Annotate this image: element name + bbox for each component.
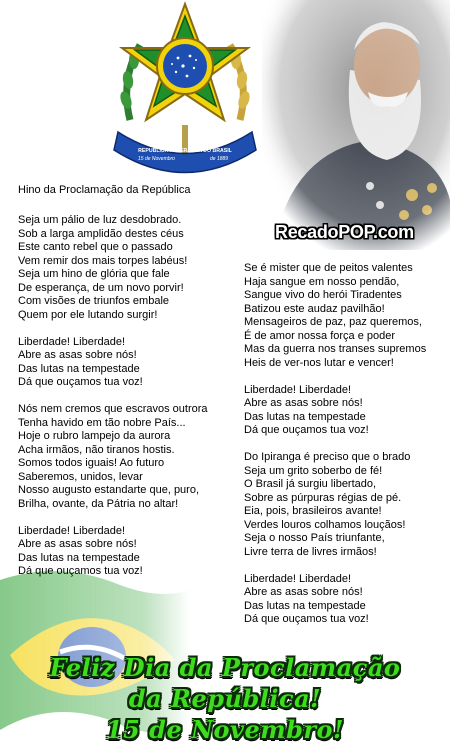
lyrics-left-column [18,214,250,592]
verse-line: Eia, pois, brasileiros avante! [244,505,382,517]
verse-line: Acha irmãos, não tiranos hostis. [18,443,175,456]
verse-line: Somos todos iguais! Ao futuro [18,457,165,469]
page-title: Hino da Proclamação da República [18,184,191,196]
watermark-logo: RecadoPOP.com [275,222,414,242]
coat-of-arms-icon [110,0,260,182]
verse-line: Dá que ouçamos tua voz! [18,565,143,577]
verse-line: Das lutas na tempestade [244,410,366,423]
verse-line: Saberemos, unidos, levar [18,470,143,483]
verse-line: Das lutas na tempestade [18,551,140,564]
verse-line: Mas da guerra nos transes supremos [244,343,427,355]
verse-line: Batizou este audaz pavilhão! [244,302,385,315]
verse-line: Sobre as púrpuras régias de pé. [244,491,402,504]
verse-line: Haja sangue em nosso pendão, [244,275,400,288]
portrait-icon [262,0,450,250]
verse-line: Seja o nosso País triunfante, [244,532,385,544]
stanza [18,214,250,322]
verse-line: Das lutas na tempestade [244,599,366,612]
verse-line: Nosso augusto estandarte que, puro, [18,484,200,496]
verse-line: Brilha, ovante, da Pátria no altar! [18,497,179,510]
verse-line: Sangue vivo do herói Tiradentes [244,289,402,301]
verse-line: Dá que ouçamos tua voz! [244,613,369,625]
verse-line: Abre as asas sobre nós! [244,397,363,409]
verse-line: Vem remir dos mais torpes labéus! [18,254,188,267]
verse-line: Seja um hino de glória que fale [18,268,170,280]
verse-line: Hoje o rubro lampejo da aurora [18,430,171,442]
verse-line: Verdes louros colhamos louçãos! [244,518,406,531]
verse-line: Das lutas na tempestade [18,362,140,375]
verse-line: Este canto rebel que o passado [18,241,173,253]
verse-line: Liberdade! Liberdade! [244,572,352,585]
chorus [244,384,450,438]
verse-line: Liberdade! Liberdade! [18,335,126,348]
verse-line: Mensageiros de paz, paz queremos, [244,316,422,328]
verse-line: Quem por ele lutando surgir! [18,308,158,321]
verse-line: É de amor nossa força e poder [244,329,396,342]
verse-line: Liberdade! Liberdade! [18,524,126,537]
verse-line: Livre terra de livres irmãos! [244,545,377,558]
stanza [244,451,450,559]
verse-line: De esperança, de um novo porvir! [18,281,184,294]
verse-line: Com visões de triunfos embale [18,295,170,307]
verse-line: Seja um grito soberbo de fé! [244,464,383,477]
stanza [244,262,450,370]
chorus [18,336,250,390]
greeting-line: 15 de Novembro! [105,715,345,744]
greeting-line: Feliz Dia da Proclamação [49,653,401,682]
greeting-line: da República! [128,684,322,713]
verse-line: Se é mister que de peitos valentes [244,262,413,274]
chorus [18,525,250,579]
verse-line: Tenha havido em tão nobre País... [18,416,186,429]
verse-line: Abre as asas sobre nós! [18,349,137,361]
seal-ribbon-date: 15 de Novembro [138,156,175,162]
chorus [244,573,450,627]
verse-line: Seja um pálio de luz desdobrado. [18,214,182,226]
verse-line: Liberdade! Liberdade! [244,383,352,396]
seal-ribbon-year: de 1889 [210,156,229,162]
verse-line: Sob a larga amplidão destes céus [18,227,184,240]
greeting-banner [0,652,450,745]
verse-line: Do Ipiranga é preciso que o brado [244,451,411,463]
verse-line: Dá que ouçamos tua voz! [18,376,143,388]
seal-ribbon-text: REPUBLICA FEDERATIVA DO BRASIL [138,148,232,154]
verse-line: Nós nem cremos que escravos outrora [18,403,208,415]
verse-line: Abre as asas sobre nós! [244,586,363,598]
verse-line: Dá que ouçamos tua voz! [244,424,369,436]
stanza [18,403,250,511]
verse-line: Abre as asas sobre nós! [18,538,137,550]
verse-line: Heis de ver-nos lutar e vencer! [244,356,394,369]
lyrics-right-column [244,262,450,640]
verse-line: O Brasil já surgiu libertado, [244,478,377,490]
